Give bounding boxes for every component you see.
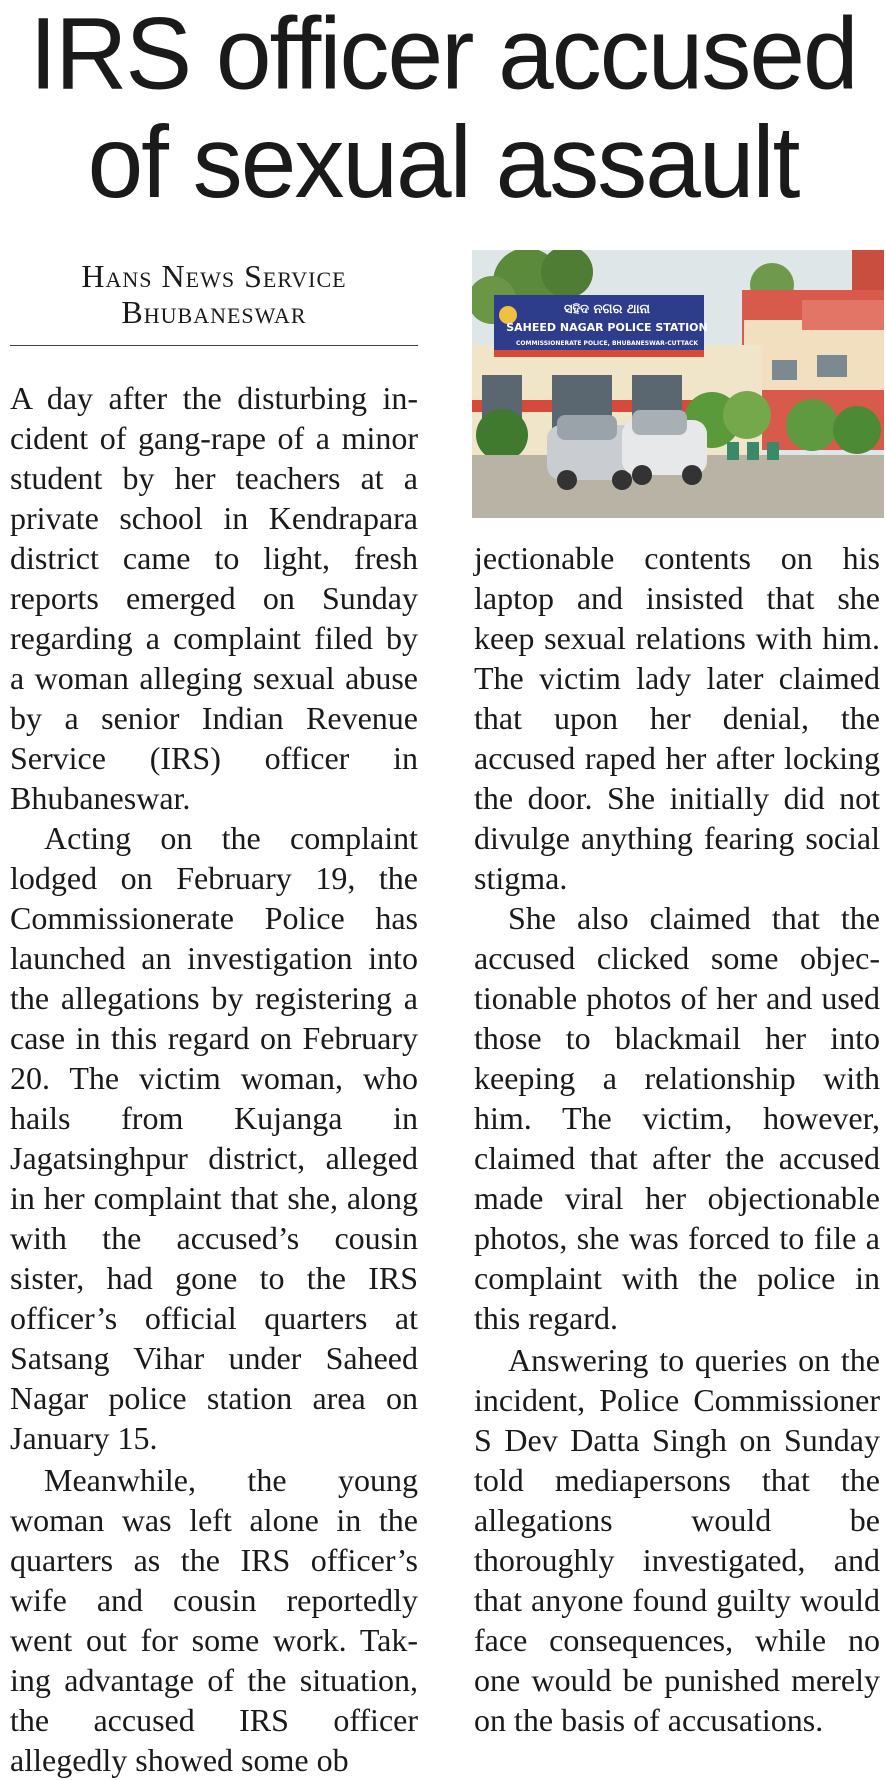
paragraph: Meanwhile, the young woman was left alone in the quarters as the IRS officer’s wife and cousin reportedly went out for some work. Taking advantage of the situation, the accused IRS officer allegedly showed some ob [10, 1462, 418, 1778]
article-column-2 [474, 538, 880, 1740]
article-column-1 [10, 378, 418, 1780]
police-station-photo [472, 250, 884, 518]
sign-title: SAHEED NAGAR POLICE STATION [506, 321, 708, 334]
byline-city: Bhubaneswar [121, 294, 307, 330]
paragraph: Answering to queries on the incident, Police Commissioner S Dev Datta Singh on Sunday told mediapersons that the allegations would be thoroughly investigated, and that anyone found guilty would face consequences, while no one would be punished merely on the basis of accusations. [474, 1342, 880, 1738]
headline [0, 0, 886, 220]
paragraph: Acting on the complaint lodged on February 19, the Commissionerate Police has launched an investigation into the allegations by registering a case in this regard on February 20. The victim woman, who hails from Kujanga in Jagatsinghpur district, alleged in her complaint that she, along with the accused’s cousin sister, had gone to the IRS officer’s official quarters at Satsang Vihar under Saheed Nagar police station area on January 15. [10, 820, 418, 1456]
byline-agency: Hans News Service [81, 258, 347, 294]
byline [10, 258, 418, 330]
headline-line-1: IRS officer accused [29, 0, 857, 112]
paragraph: She also claimed that the accused clicked some objectionable photos of her and used those to blackmail her into keeping a relationship with him. The victim, however, claimed that after the accused made viral her objectionable photos, she was forced to file a complaint with the police in this regard. [474, 900, 880, 1336]
paragraph: A day after the disturbing incident of gang-rape of a minor student by her teachers at a private school in Kendrapara district came to light, fresh reports emerged on Sunday regarding a complaint filed by a woman alleging sexual abuse by a senior Indian Revenue Service (IRS) officer in Bhubaneswar. [10, 380, 418, 816]
sign-odia: ସହିଦ ନଗର ଥାନା [564, 302, 650, 317]
byline-divider [10, 345, 418, 346]
paragraph: jectionable contents on his laptop and insisted that she keep sexual relations with him. The victim lady later claimed that upon her denial, the accused raped her after locking the door. She initially did not divulge anything fearing social stigma. [474, 540, 880, 896]
headline-line-2: of sexual assault [87, 104, 799, 220]
sign-subtitle: COMMISSIONERATE POLICE, BHUBANESWAR-CUTTACK [515, 340, 699, 347]
